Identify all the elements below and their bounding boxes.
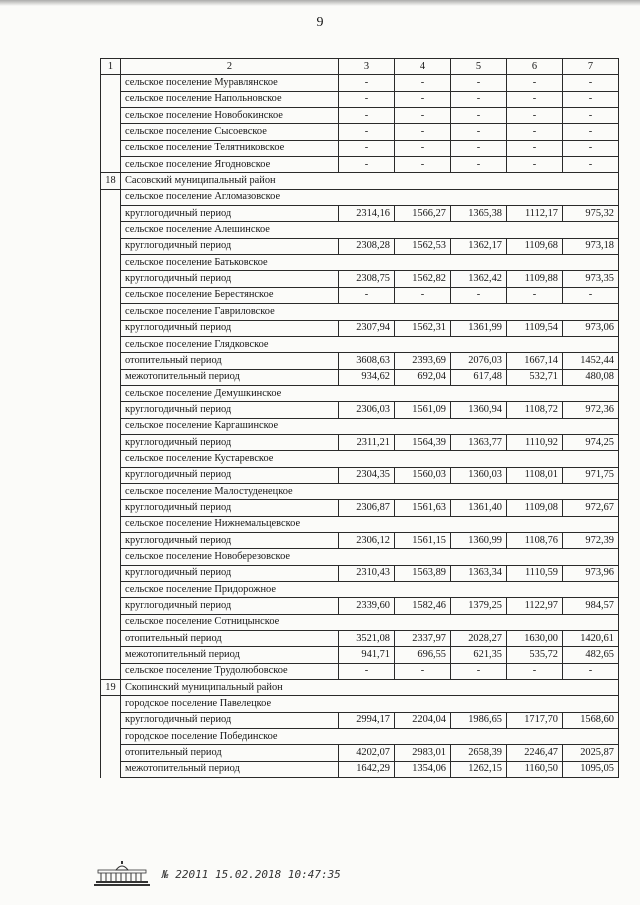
value-cell: 1452,44 — [563, 353, 619, 369]
value-cell: 2311,21 — [339, 434, 395, 450]
section-row — [101, 582, 619, 598]
table-row — [101, 712, 619, 728]
row-name-cell: городское поселение Павелецкое — [121, 696, 619, 712]
row-number-cell — [101, 729, 121, 745]
row-name-cell: сельское поселение Придорожное — [121, 582, 619, 598]
table-row — [101, 467, 619, 483]
value-cell: - — [563, 75, 619, 91]
value-cell: - — [339, 140, 395, 156]
table-row — [101, 647, 619, 663]
value-cell: 2314,16 — [339, 206, 395, 222]
value-cell: 972,67 — [563, 500, 619, 516]
row-number-cell — [101, 582, 121, 598]
table-row — [101, 124, 619, 140]
row-number-cell — [101, 271, 121, 287]
section-row — [101, 549, 619, 565]
value-cell: - — [395, 108, 451, 124]
header-cell: 4 — [395, 59, 451, 75]
value-cell: 1108,72 — [507, 402, 563, 418]
section-row — [101, 483, 619, 499]
table-row — [101, 532, 619, 548]
value-cell: 1363,77 — [451, 434, 507, 450]
row-number-cell — [101, 712, 121, 728]
value-cell: 2204,04 — [395, 712, 451, 728]
value-cell: - — [507, 91, 563, 107]
value-cell: - — [339, 663, 395, 679]
table-row — [101, 631, 619, 647]
value-cell: 1110,92 — [507, 434, 563, 450]
row-name-cell: межотопительный период — [121, 761, 339, 777]
row-name-cell: межотопительный период — [121, 647, 339, 663]
row-name-cell: круглогодичный период — [121, 712, 339, 728]
section-row — [101, 385, 619, 401]
value-cell: 2994,17 — [339, 712, 395, 728]
header-cell: 5 — [451, 59, 507, 75]
value-cell: - — [563, 108, 619, 124]
value-cell: 2304,35 — [339, 467, 395, 483]
value-cell: 1262,15 — [451, 761, 507, 777]
value-cell: - — [563, 287, 619, 303]
value-cell: - — [339, 91, 395, 107]
value-cell: 2028,27 — [451, 631, 507, 647]
section-row — [101, 189, 619, 205]
table-row — [101, 500, 619, 516]
row-name-cell: отопительный период — [121, 353, 339, 369]
row-number-cell — [101, 483, 121, 499]
row-name-cell: Скопинский муниципальный район — [121, 680, 619, 696]
value-cell: - — [395, 124, 451, 140]
value-cell: 1095,05 — [563, 761, 619, 777]
value-cell: 1561,15 — [395, 532, 451, 548]
row-name-cell: межотопительный период — [121, 369, 339, 385]
table-row — [101, 320, 619, 336]
row-name-cell: сельское поселение Сотницынское — [121, 614, 619, 630]
value-cell: 692,04 — [395, 369, 451, 385]
row-number-cell — [101, 418, 121, 434]
row-name-cell: сельское поселение Демушкинское — [121, 385, 619, 401]
value-cell: - — [339, 108, 395, 124]
row-number-cell — [101, 385, 121, 401]
value-cell: - — [451, 287, 507, 303]
page-number: 9 — [316, 15, 324, 30]
row-name-cell: сельское поселение Телятниковское — [121, 140, 339, 156]
value-cell: 1360,94 — [451, 402, 507, 418]
value-cell: 1110,59 — [507, 565, 563, 581]
row-name-cell: сельское поселение Глядковское — [121, 336, 619, 352]
value-cell: 974,25 — [563, 434, 619, 450]
value-cell: 535,72 — [507, 647, 563, 663]
value-cell: 1160,50 — [507, 761, 563, 777]
header-cell: 2 — [121, 59, 339, 75]
value-cell: 1379,25 — [451, 598, 507, 614]
row-number-cell — [101, 745, 121, 761]
value-cell: 1354,06 — [395, 761, 451, 777]
value-cell: 617,48 — [451, 369, 507, 385]
value-cell: 3608,63 — [339, 353, 395, 369]
value-cell: 971,75 — [563, 467, 619, 483]
value-cell: 973,96 — [563, 565, 619, 581]
value-cell: 1562,82 — [395, 271, 451, 287]
section-row — [101, 222, 619, 238]
row-name-cell: круглогодичный период — [121, 500, 339, 516]
value-cell: - — [451, 140, 507, 156]
value-cell: - — [507, 108, 563, 124]
row-name-cell: сельское поселение Кустаревское — [121, 451, 619, 467]
row-number-cell — [101, 222, 121, 238]
value-cell: - — [395, 140, 451, 156]
value-cell: 1365,38 — [451, 206, 507, 222]
value-cell: 1109,68 — [507, 238, 563, 254]
row-number-cell: 19 — [101, 680, 121, 696]
row-number-cell — [101, 287, 121, 303]
row-name-cell: круглогодичный период — [121, 598, 339, 614]
row-name-cell: сельское поселение Агломазовское — [121, 189, 619, 205]
value-cell: - — [395, 157, 451, 173]
table-row — [101, 140, 619, 156]
section-row — [101, 418, 619, 434]
row-name-cell: сельское поселение Новоберезовское — [121, 549, 619, 565]
table-row — [101, 663, 619, 679]
row-number-cell — [101, 140, 121, 156]
value-cell: 1563,89 — [395, 565, 451, 581]
header-cell: 7 — [563, 59, 619, 75]
section-row — [101, 696, 619, 712]
row-number-cell — [101, 516, 121, 532]
table-header-row — [101, 59, 619, 75]
value-cell: 973,35 — [563, 271, 619, 287]
row-name-cell: сельское поселение Нижнемальцевское — [121, 516, 619, 532]
value-cell: 1109,88 — [507, 271, 563, 287]
value-cell: 1564,39 — [395, 434, 451, 450]
row-number-cell — [101, 238, 121, 254]
row-number-cell: 18 — [101, 173, 121, 189]
value-cell: - — [563, 140, 619, 156]
value-cell: - — [451, 91, 507, 107]
table-row — [101, 271, 619, 287]
row-name-cell: сельское поселение Гавриловское — [121, 304, 619, 320]
row-name-cell: круглогодичный период — [121, 532, 339, 548]
value-cell: - — [563, 91, 619, 107]
value-cell: 2308,28 — [339, 238, 395, 254]
value-cell: 1561,09 — [395, 402, 451, 418]
row-number-cell — [101, 206, 121, 222]
value-cell: 1112,17 — [507, 206, 563, 222]
value-cell: 3521,08 — [339, 631, 395, 647]
row-number-cell — [101, 189, 121, 205]
value-cell: 972,36 — [563, 402, 619, 418]
value-cell: 972,39 — [563, 532, 619, 548]
section-row — [101, 255, 619, 271]
value-cell: - — [507, 124, 563, 140]
value-cell: - — [563, 663, 619, 679]
row-number-cell — [101, 663, 121, 679]
section-row — [101, 680, 619, 696]
row-number-cell — [101, 91, 121, 107]
registration-stamp: № 22011 15.02.2018 10:47:35 — [162, 868, 341, 881]
section-row — [101, 304, 619, 320]
row-name-cell: сельское поселение Берестянское — [121, 287, 339, 303]
value-cell: - — [339, 124, 395, 140]
row-number-cell — [101, 532, 121, 548]
value-cell: 1582,46 — [395, 598, 451, 614]
row-name-cell: отопительный период — [121, 631, 339, 647]
table-row — [101, 287, 619, 303]
value-cell: 2337,97 — [395, 631, 451, 647]
table-row — [101, 91, 619, 107]
value-cell: 2025,87 — [563, 745, 619, 761]
row-number-cell — [101, 124, 121, 140]
value-cell: 984,57 — [563, 598, 619, 614]
row-name-cell: сельское поселение Напольновское — [121, 91, 339, 107]
header-cell: 6 — [507, 59, 563, 75]
value-cell: 1360,03 — [451, 467, 507, 483]
value-cell: - — [451, 663, 507, 679]
value-cell: 2393,69 — [395, 353, 451, 369]
row-name-cell: сельское поселение Сысоевское — [121, 124, 339, 140]
value-cell: 1986,65 — [451, 712, 507, 728]
value-cell: 1562,53 — [395, 238, 451, 254]
header-cell: 3 — [339, 59, 395, 75]
row-number-cell — [101, 451, 121, 467]
table-row — [101, 353, 619, 369]
value-cell: - — [395, 663, 451, 679]
value-cell: 4202,07 — [339, 745, 395, 761]
value-cell: 1361,99 — [451, 320, 507, 336]
table-row — [101, 206, 619, 222]
table-row — [101, 745, 619, 761]
row-number-cell — [101, 598, 121, 614]
value-cell: 2983,01 — [395, 745, 451, 761]
table-row — [101, 402, 619, 418]
document-footer — [92, 860, 352, 890]
row-number-cell — [101, 696, 121, 712]
row-name-cell: круглогодичный период — [121, 434, 339, 450]
value-cell: 1566,27 — [395, 206, 451, 222]
value-cell: 2306,03 — [339, 402, 395, 418]
value-cell: 1562,31 — [395, 320, 451, 336]
value-cell: 1108,01 — [507, 467, 563, 483]
value-cell: - — [395, 287, 451, 303]
section-row — [101, 173, 619, 189]
value-cell: 1109,54 — [507, 320, 563, 336]
value-cell: 2076,03 — [451, 353, 507, 369]
row-number-cell — [101, 369, 121, 385]
row-number-cell — [101, 255, 121, 271]
row-name-cell: сельское поселение Батьковское — [121, 255, 619, 271]
value-cell: - — [451, 108, 507, 124]
value-cell: 1122,97 — [507, 598, 563, 614]
row-name-cell: сельское поселение Ягодновское — [121, 157, 339, 173]
row-name-cell: сельское поселение Трудолюбовское — [121, 663, 339, 679]
value-cell: - — [451, 157, 507, 173]
header-cell: 1 — [101, 59, 121, 75]
value-cell: - — [563, 157, 619, 173]
row-name-cell: круглогодичный период — [121, 238, 339, 254]
value-cell: 2246,47 — [507, 745, 563, 761]
value-cell: 2306,12 — [339, 532, 395, 548]
row-number-cell — [101, 157, 121, 173]
table-row — [101, 565, 619, 581]
row-number-cell — [101, 75, 121, 91]
value-cell: 1109,08 — [507, 500, 563, 516]
value-cell: - — [395, 91, 451, 107]
value-cell: - — [339, 287, 395, 303]
value-cell: 973,06 — [563, 320, 619, 336]
table-row — [101, 434, 619, 450]
value-cell: 941,71 — [339, 647, 395, 663]
value-cell: 1560,03 — [395, 467, 451, 483]
row-number-cell — [101, 549, 121, 565]
row-name-cell: круглогодичный период — [121, 565, 339, 581]
row-number-cell — [101, 108, 121, 124]
row-number-cell — [101, 647, 121, 663]
value-cell: - — [507, 287, 563, 303]
row-name-cell: сельское поселение Каргашинское — [121, 418, 619, 434]
value-cell: - — [507, 140, 563, 156]
row-name-cell: круглогодичный период — [121, 402, 339, 418]
value-cell: 1108,76 — [507, 532, 563, 548]
scan-edge — [0, 0, 640, 6]
value-cell: 2658,39 — [451, 745, 507, 761]
row-name-cell: сельское поселение Малостуденецкое — [121, 483, 619, 499]
tariff-table — [100, 58, 619, 778]
table-row — [101, 108, 619, 124]
table-row — [101, 598, 619, 614]
value-cell: - — [451, 124, 507, 140]
value-cell: 934,62 — [339, 369, 395, 385]
value-cell: 975,32 — [563, 206, 619, 222]
value-cell: 1363,34 — [451, 565, 507, 581]
section-row — [101, 336, 619, 352]
row-number-cell — [101, 353, 121, 369]
value-cell: 1362,42 — [451, 271, 507, 287]
value-cell: - — [451, 75, 507, 91]
value-cell: 1630,00 — [507, 631, 563, 647]
value-cell: 1420,61 — [563, 631, 619, 647]
value-cell: - — [563, 124, 619, 140]
row-number-cell — [101, 320, 121, 336]
section-row — [101, 614, 619, 630]
row-name-cell: круглогодичный период — [121, 206, 339, 222]
value-cell: 1361,40 — [451, 500, 507, 516]
value-cell: 482,65 — [563, 647, 619, 663]
row-number-cell — [101, 434, 121, 450]
value-cell: 480,08 — [563, 369, 619, 385]
row-name-cell: Сасовский муниципальный район — [121, 173, 619, 189]
value-cell: 1360,99 — [451, 532, 507, 548]
row-number-cell — [101, 336, 121, 352]
value-cell: 973,18 — [563, 238, 619, 254]
row-number-cell — [101, 467, 121, 483]
value-cell: - — [507, 663, 563, 679]
row-name-cell: сельское поселение Муравлянское — [121, 75, 339, 91]
value-cell: 2310,43 — [339, 565, 395, 581]
row-name-cell: круглогодичный период — [121, 320, 339, 336]
value-cell: 1362,17 — [451, 238, 507, 254]
row-name-cell: городское поселение Побединское — [121, 729, 619, 745]
value-cell: 621,35 — [451, 647, 507, 663]
row-number-cell — [101, 500, 121, 516]
row-number-cell — [101, 631, 121, 647]
row-name-cell: сельское поселение Алешинское — [121, 222, 619, 238]
value-cell: - — [339, 157, 395, 173]
value-cell: - — [339, 75, 395, 91]
value-cell: 532,71 — [507, 369, 563, 385]
value-cell: 1667,14 — [507, 353, 563, 369]
row-number-cell — [101, 304, 121, 320]
value-cell: 696,55 — [395, 647, 451, 663]
row-name-cell: отопительный период — [121, 745, 339, 761]
table-row — [101, 75, 619, 91]
row-number-cell — [101, 402, 121, 418]
value-cell: 1717,70 — [507, 712, 563, 728]
value-cell: 2339,60 — [339, 598, 395, 614]
row-number-cell — [101, 761, 121, 777]
row-number-cell — [101, 614, 121, 630]
value-cell: 1642,29 — [339, 761, 395, 777]
value-cell: - — [395, 75, 451, 91]
section-row — [101, 516, 619, 532]
table-row — [101, 157, 619, 173]
section-row — [101, 451, 619, 467]
value-cell: 2306,87 — [339, 500, 395, 516]
section-row — [101, 729, 619, 745]
value-cell: 2307,94 — [339, 320, 395, 336]
row-name-cell: круглогодичный период — [121, 271, 339, 287]
registry-building-icon — [92, 860, 152, 888]
table-row — [101, 238, 619, 254]
table-row — [101, 761, 619, 777]
value-cell: - — [507, 157, 563, 173]
row-name-cell: сельское поселение Новобокинское — [121, 108, 339, 124]
value-cell: 1561,63 — [395, 500, 451, 516]
value-cell: - — [507, 75, 563, 91]
value-cell: 2308,75 — [339, 271, 395, 287]
row-name-cell: круглогодичный период — [121, 467, 339, 483]
row-number-cell — [101, 565, 121, 581]
table-row — [101, 369, 619, 385]
value-cell: 1568,60 — [563, 712, 619, 728]
